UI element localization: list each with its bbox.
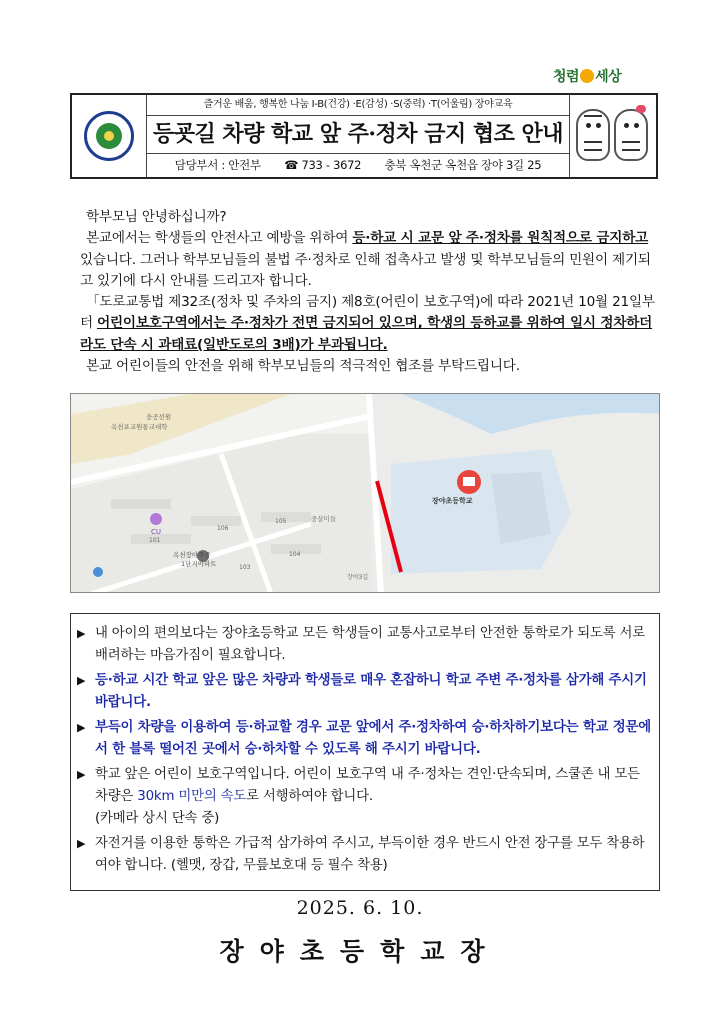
map-label-jungsang: 중살미들 [311, 515, 337, 523]
paragraph-2: 「도로교통법 제32조(정차 및 주차의 금지) 제8호(어린이 보호구역)에 따라 2021년 10월 21일부터 어린이보호구역에서는 주·정차가 전면 금지되어 있으며, 학생의 등하교를 위하여 일시 정차하더라도 단속 시 과태료(일반도로의 3배)가 부과됩니다. [80, 294, 655, 353]
slogan-logo [553, 66, 621, 86]
map-label-univ2: 옥천포교원통교대학 [111, 423, 168, 431]
map-label-cu: CU [151, 528, 162, 536]
slogan-part2: 세상 [595, 69, 622, 85]
bullet-arrow-icon: ▶ [77, 768, 86, 781]
document-date: 2025. 6. 10. [296, 897, 424, 919]
school-emblem-icon [84, 111, 134, 161]
map-label-bld104: 104 [289, 551, 301, 558]
document-header [70, 93, 658, 179]
map-label-univ1: 웅공선원 [146, 413, 172, 421]
map-label-apt1: 옥천장야주공 [173, 551, 211, 559]
phone: ☎ 733 - 3672 [284, 158, 362, 172]
bullet-arrow-icon: ▶ [77, 721, 86, 734]
map-label-school: 장야초등학교 [432, 497, 473, 505]
paragraph-3: 본교 어린이들의 안전을 위해 학부모님들의 적극적인 협조를 부탁드립니다. [86, 358, 520, 375]
notice-box [70, 613, 660, 891]
page-title: 등굣길 차량 학교 앞 주·정차 금지 협조 안내 [146, 115, 570, 154]
mascot-cell [569, 95, 656, 177]
bullet-arrow-icon: ▶ [77, 837, 86, 850]
map-label-bld105: 105 [275, 518, 287, 525]
paragraph-1: 본교에서는 학생들의 안전사고 예방을 위하여 등·하교 시 교문 앞 주·정차를 원칙적으로 금지하고있습니다. 그러나 학부모님들의 불법 주·정차로 인해 접촉사고 발생 및 학부모님들의 민원이 제기되고 있기에 다시 안내를 드리고자 합니다. [80, 230, 651, 289]
map-label-apt2: 1단지아파트 [181, 560, 217, 568]
principal-signature: 장야초등학교장 [219, 937, 501, 966]
tiger-mascot-girl-icon [614, 109, 648, 161]
notice-item-5: ▶ 자전거를 이용한 통학은 가급적 삼가하여 주시고, 부득이한 경우 반드시 안전 장구를 모두 착용하여야 합니다. (헬맷, 장갑, 무릎보호대 등 필수 착용) [77, 833, 655, 877]
paragraph-2-underline: 어린이보호구역에서는 주·정차가 전면 금지되어 있으며, 학생의 등하교를 위하여 일시 정차하더라도 단속 시 과태료(일반도로의 3배)가 부과됩니다. [80, 315, 653, 353]
notice-item-2: ▶ 등·하교 시간 학교 앞은 많은 차량과 학생들로 매우 혼잡하니 학교 주변 주·정차를 삼가해 주시기 바랍니다. [77, 670, 655, 714]
map-label-bld103: 103 [239, 564, 251, 571]
map-label-road: 장야3길 [347, 574, 369, 581]
contact-info [146, 153, 570, 177]
department: 담당부서 : 안전부 [174, 158, 261, 172]
notice-item-4: ▶ 학교 앞은 어린이 보호구역입니다. 어린이 보호구역 내 주·정차는 견인·단속되며, 스쿨존 내 모든 차량은 30km 미만의 속도로 서행하여야 합니다. (카메라 상시 단속 중) [77, 764, 655, 829]
logo-dot-icon [580, 69, 594, 83]
greeting: 학부모님 안녕하십니까? [86, 209, 227, 225]
bullet-arrow-icon: ▶ [77, 674, 86, 687]
address: 충북 옥천군 옥천읍 장야 3길 25 [384, 158, 542, 172]
map-label-bld101: 101 [149, 537, 161, 544]
school-seal-cell [72, 95, 147, 177]
notice-item-1: ▶ 내 아이의 편의보다는 장야초등학교 모든 학생들이 교통사고로부터 안전한 통학로가 되도록 서로 배려하는 마음가짐이 필요합니다. [77, 623, 655, 667]
bullet-arrow-icon: ▶ [77, 627, 86, 640]
notice-item-3: ▶ 부득이 차량을 이용하여 등·하교할 경우 교문 앞에서 주·정차하여 승·하차하기보다는 학교 정문에서 한 블록 떨어진 곳에서 승·하차할 수 있도록 해 주시기 바랍니다. [77, 717, 655, 761]
letter-body [80, 207, 655, 377]
slogan-part1: 청렴 [553, 69, 580, 85]
speed-limit: 30km 미만의 속도 [137, 788, 247, 804]
school-motto: 즐거운 배움, 행복한 나눔 I-B(건강) ·E(감성) ·S(중력) ·T(어울림) 장야교육 [146, 95, 570, 116]
school-area-map [70, 393, 660, 593]
paragraph-1-underline: 등·하교 시 교문 앞 주·정차를 원칙적으로 금지하고 [352, 230, 649, 247]
map-label-bld106: 106 [217, 525, 229, 532]
tiger-mascot-icon [576, 109, 610, 161]
